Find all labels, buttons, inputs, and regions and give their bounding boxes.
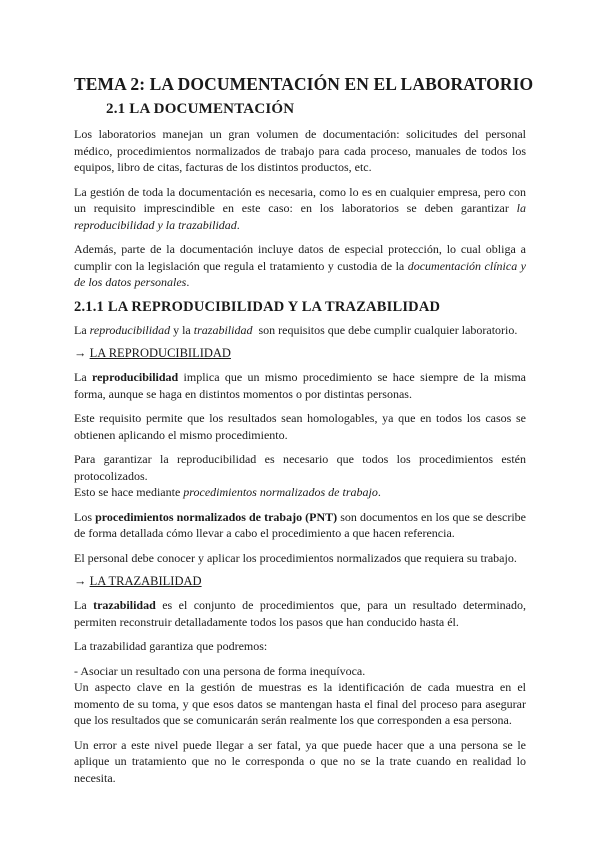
arrow-right-icon: → — [74, 346, 90, 360]
paragraph-homologables: Este requisito permite que los resultados sean homologables, ya que en todos los casos se obtienen aplicando el mismo procedimiento. — [74, 411, 526, 442]
paragraph-requisitos: La reproducibilidad y la trazabilidad son requisitos que debe cumplir cualquier laboratorio. — [74, 322, 518, 337]
paragraph-definicion-pnt: Los procedimientos normalizados de trabajo (PNT) son documentos en los que se describe de forma detallada cómo llevar a cabo el procedimiento a que hacen referencia. — [74, 509, 526, 540]
subsection-heading-reproducibilidad-trazabilidad: 2.1.1 LA REPRODUCIBILIDAD Y LA TRAZABILIDAD — [74, 298, 441, 315]
paragraph-datos-proteccion: Además, parte de la documentación incluye datos de especial protección, lo cual obliga a cumplir con la legislación que regula el tratamiento y custodia de la documentación clínica y de los datos personales. — [74, 242, 527, 289]
paragraph-gestion-documentacion: La gestión de toda la documentación es necesaria, como lo es en cualquier empresa, pero con un requisito imprescindible en este caso: en los laboratorios se deben garantizar la reproducibilidad y la trazabilidad. — [74, 184, 526, 232]
paragraph-definicion-reproducibilidad: La reproducibilidad implica que un mismo procedimiento se hace siempre de la misma forma, aunque se haga en distintos momentos o por distintas personas. — [74, 370, 526, 401]
paragraph-volumen-documentacion: Los laboratorios manejan un gran volumen de documentación: solicitudes del personal médico, procedimientos normalizados de trabajo para cada proceso, manuales de todos los equipos, libro de citas, facturas de los distintos productos, etc. — [74, 127, 526, 174]
paragraph-protocolizados: Para garantizar la reproducibilidad es necesario que todos los procedimientos estén protocolizados. Esto se hace mediante procedimientos normalizados de trabajo. — [74, 452, 526, 499]
paragraph-asociar-resultado: - Asociar un resultado con una persona de forma inequívoca. Un aspecto clave en la gestión de muestras es la identificación de cada muestra en el momento de su toma, y que esos datos se mantengan hasta el final del proceso para asegurar que los resultados que se comunicarán serán realmente los que corresponden a esa persona. — [74, 663, 526, 727]
paragraph-error-fatal: Un error a este nivel puede llegar a ser fatal, ya que puede hacer que a una persona se le aplique un tratamiento que no le corresponda o que no se la trate cuando en realidad lo necesita. — [74, 737, 526, 785]
page-title: TEMA 2: LA DOCUMENTACIÓN EN EL LABORATORIO — [74, 74, 534, 94]
paragraph-garantiza: La trazabilidad garantiza que podremos: — [74, 639, 268, 653]
heading-reproducibilidad: → LA REPRODUCIBILIDAD — [74, 346, 231, 360]
paragraph-definicion-trazabilidad: La trazabilidad es el conjunto de procedimientos que, para un resultado determinado, permiten reconstruir detalladamente todos los pasos que han conducido hasta él. — [74, 598, 526, 629]
section-heading-documentacion: 2.1 LA DOCUMENTACIÓN — [106, 101, 295, 117]
arrow-right-icon: → — [74, 574, 90, 588]
heading-trazabilidad: → LA TRAZABILIDAD — [74, 574, 202, 588]
paragraph-personal-pnt: El personal debe conocer y aplicar los procedimientos normalizados que requiera su trabajo. — [74, 550, 517, 565]
